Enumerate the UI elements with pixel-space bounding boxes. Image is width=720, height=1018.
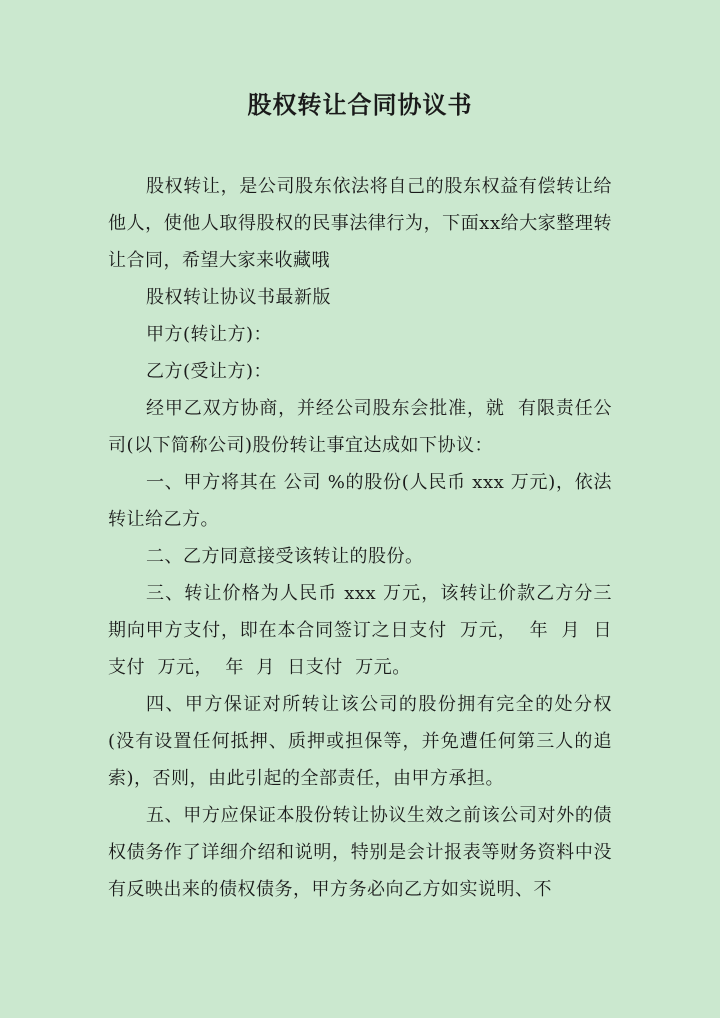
- paragraph-party-a: 甲方(转让方)：: [146, 324, 273, 345]
- paragraph-intro: 股权转让，是公司股东依法将自己的股东权益有偿转让给他人，使他人取得股权的民事法律行为，下面xx给大家整理转让合同，希望大家来收藏哦: [108, 176, 612, 271]
- clause-5: 五、甲方应保证本股份转让协议生效之前该公司对外的债权债务作了详细介绍和说明，特别是会计报表等财务资料中没有反映出来的债权债务，甲方务必向乙方如实说明、不: [108, 805, 612, 900]
- paragraph-party-b: 乙方(受让方)：: [146, 361, 273, 382]
- document-title: 股权转让合同协议书: [247, 90, 473, 119]
- paragraph-preamble: 经甲乙双方协商，并经公司股东会批准，就 有限责任公司(以下简称公司)股份转让事宜达成如下协议：: [108, 398, 612, 456]
- clause-1: 一、甲方将其在 公司 %的股份(人民币 xxx 万元)，依法转让给乙方。: [108, 472, 612, 530]
- clause-2: 二、乙方同意接受该转让的股份。: [146, 546, 424, 567]
- clause-3: 三、转让价格为人民币 xxx 万元，该转让价款乙方分三期向甲方支付，即在本合同签订之日支付 万元， 年 月 日支付 万元， 年 月 日支付 万元。: [108, 583, 612, 678]
- clause-4: 四、甲方保证对所转让该公司的股份拥有完全的处分权(没有设置任何抵押、质押或担保等，并免遭任何第三人的追索)，否则，由此引起的全部责任，由甲方承担。: [108, 694, 612, 789]
- paragraph-subtitle: 股权转让协议书最新版: [146, 287, 331, 308]
